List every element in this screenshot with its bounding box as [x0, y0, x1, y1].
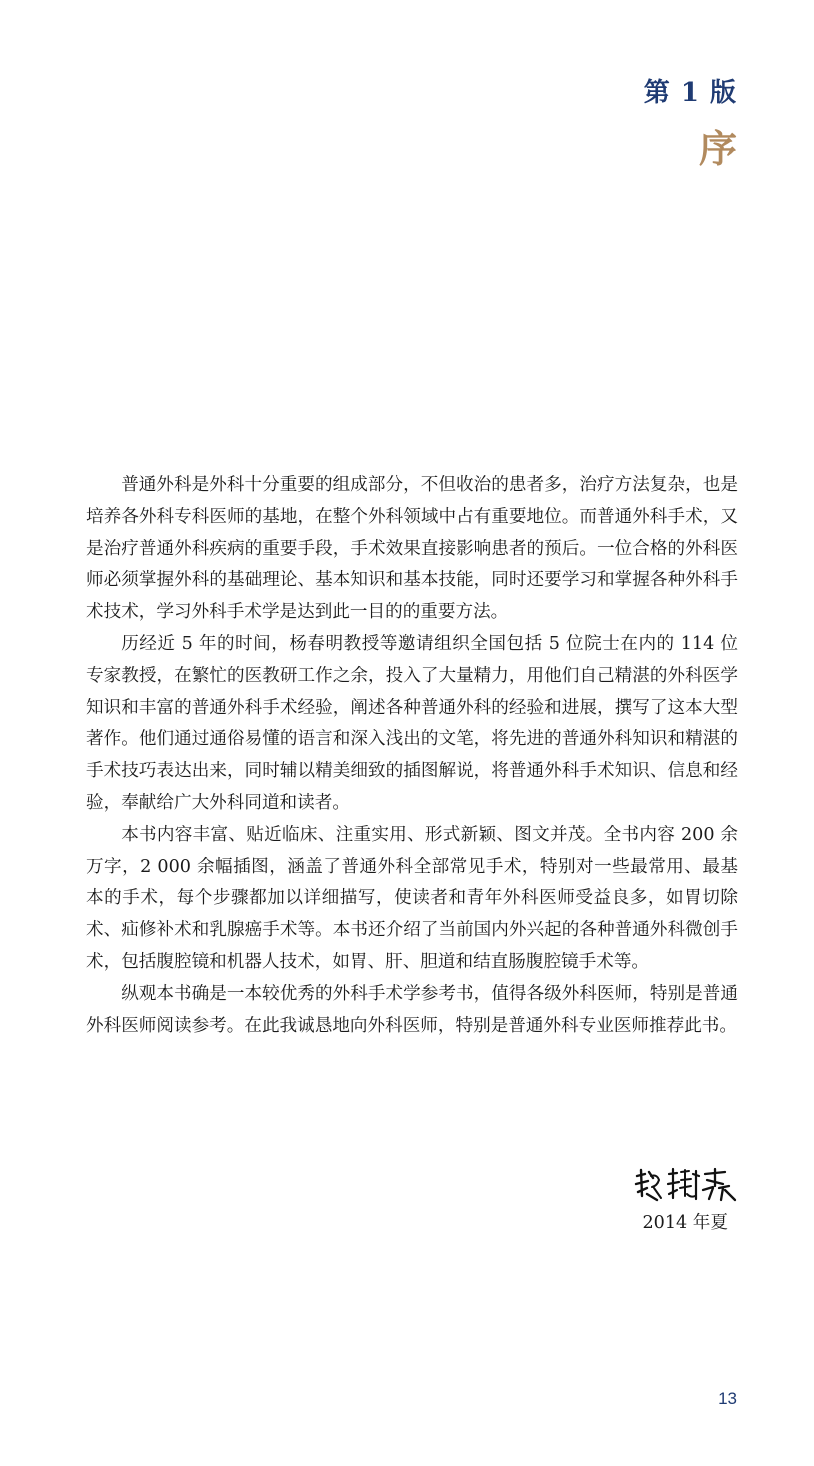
paragraph-4: 纵观本书确是一本较优秀的外科手术学参考书，值得各级外科医师，特别是普通外科医师阅读参考。在此我诚恳地向外科医师，特别是普通外科专业医师推荐此书。 — [86, 983, 738, 1036]
page-number: 13 — [718, 1389, 737, 1408]
handwritten-signature — [633, 1166, 737, 1204]
paragraph-2: 历经近 5 年的时间，杨春明教授等邀请组织全国包括 5 位院士在内的 114 位专家教授，在繁忙的医教研工作之余，投入了大量精力，用他们自己精湛的外科医学知识和丰富的普通外科手术经验，阐述各种普通外科的经验和进展，撰写了这本大型著作。他们通过通俗易懂的语言和深入浅出的文笔，将先进的普通外科知识和精湛的手术技巧表达出来，同时辅以精美细致的插图解说，将普通外科手术知识、信息和经验，奉献给广大外科同道和读者。 — [86, 633, 738, 813]
paragraph-1: 普通外科是外科十分重要的组成部分，不但收治的患者多，治疗方法复杂，也是培养各外科专科医师的基地，在整个外科领域中占有重要地位。而普通外科手术，又是治疗普通外科疾病的重要手段，手术效果直接影响患者的预后。一位合格的外科医师必须掌握外科的基础理论、基本知识和基本技能，同时还要学习和掌握各种外科手术技术，学习外科手术学是达到此一目的的重要方法。 — [86, 475, 738, 623]
edition-label: 第 1 版 — [643, 78, 737, 108]
paragraph-3: 本书内容丰富、贴近临床、注重实用、形式新颖、图文并茂。全书内容 200 余万字，2 000 余幅插图，涵盖了普通外科全部常见手术，特别对一些最常用、最基本的手术，每个步骤都加以详细描写，使读者和青年外科医师受益良多，如胃切除术、疝修补术和乳腺癌手术等。本书还介绍了当前国内外兴起的各种普通外科微创手术，包括腹腔镜和机器人技术，如胃、肝、胆道和结直肠腹腔镜手术等。 — [86, 824, 738, 972]
preface-body — [86, 470, 738, 1042]
signature-date: 2014 年夏 — [642, 1213, 728, 1233]
page-title: 序 — [698, 126, 737, 171]
